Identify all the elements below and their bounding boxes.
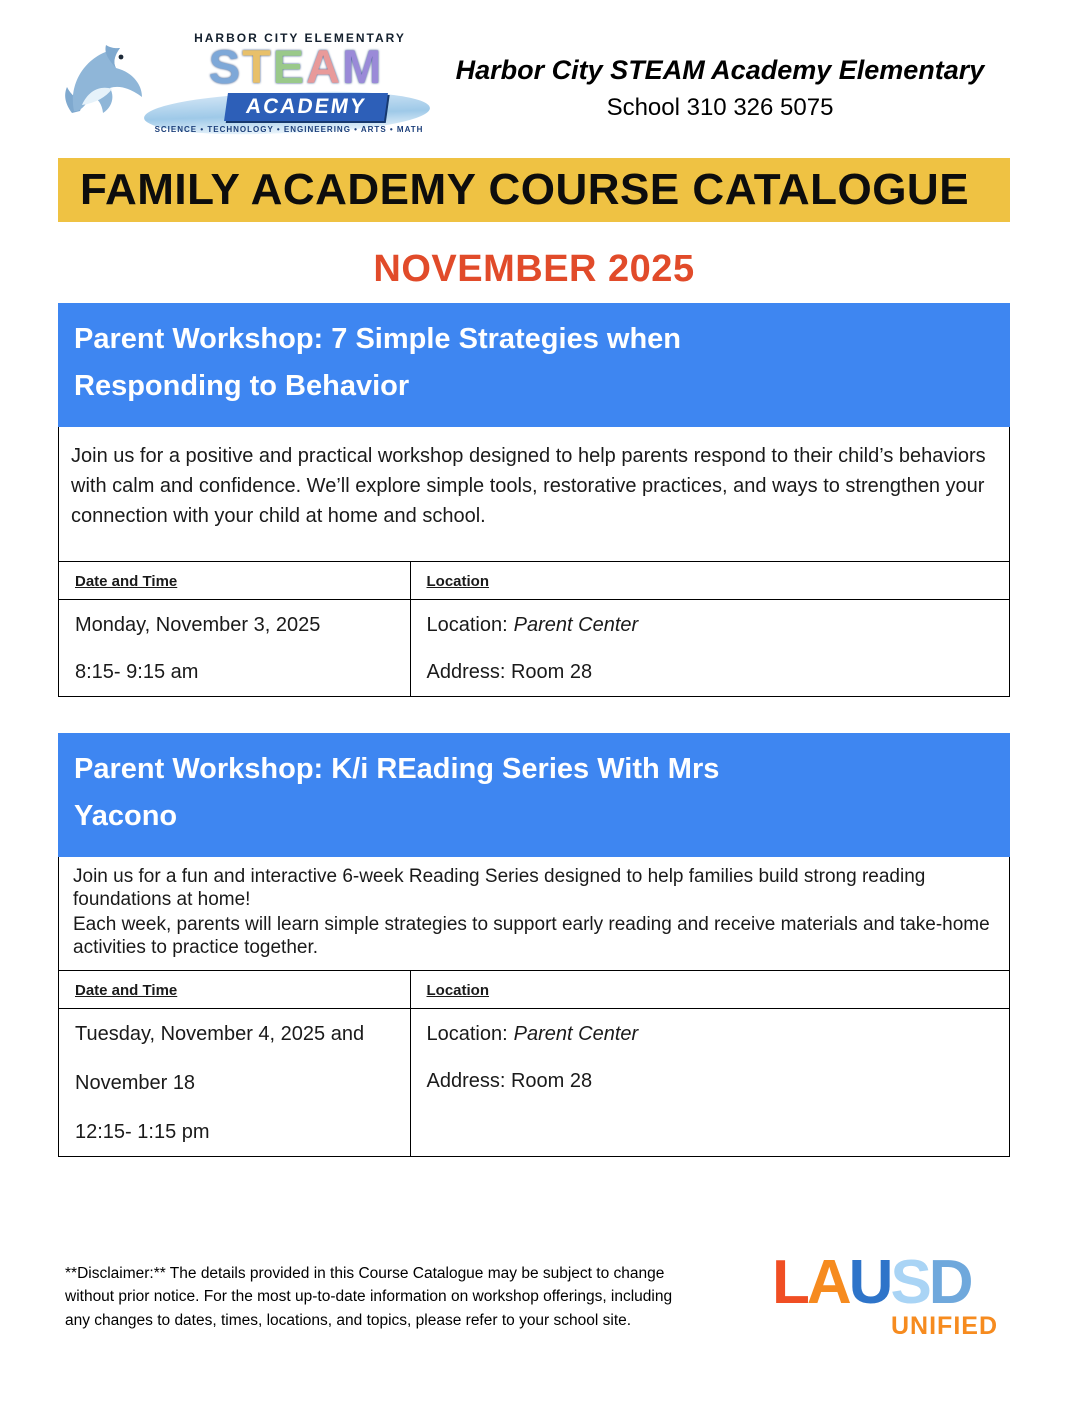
logo-school-name: HARBOR CITY ELEMENTARY [194,31,406,45]
workshop-body [58,427,1010,697]
workshop-body [58,857,1010,1157]
column-header-location: Location [411,971,1010,1009]
disclaimer-text: **Disclaimer:** The details provided in this Course Catalogue may be subject to change without prior notice. For the most up-to-date information on workshop offerings, including any changes to dates, times, locations, and topics, please refer to your school site. [65,1265,673,1329]
workshop-date-continued: November 18 [75,1071,196,1094]
workshop-title-line1: Parent Workshop: 7 Simple Strategies when [74,323,682,355]
logo-academy-ribbon: ACADEMY [224,93,388,121]
workshop-title [58,303,1010,427]
lausd-wordmark [772,1248,1004,1317]
workshop-title-line2: Responding to Behavior [74,369,410,402]
lausd-letter: D [928,1248,971,1317]
workshop-location [427,1023,994,1046]
workshop-title-line2: Yacono [74,799,178,832]
lausd-letter: S [890,1248,929,1317]
workshop-description-paragraph: Each week, parents will learn simple strategies to support early reading and receive materials and take-home activities to practice together. [73,914,990,959]
dolphin-icon [58,33,158,137]
logo-letter: E [272,40,307,93]
workshop-date: Tuesday, November 4, 2025 and [75,1022,365,1045]
lausd-logo [772,1248,1004,1341]
date-time-cell [59,1009,411,1156]
location-cell [411,600,1010,696]
location-cell [411,1009,1010,1156]
location-label: Location: [426,1022,508,1045]
workshop-address: Address: Room 28 [426,660,593,683]
workshop-title-line1: Parent Workshop: K/i REading Series With Mrs [74,752,720,785]
school-phone: School 310 326 5075 [606,93,834,121]
workshop-date: Monday, November 3, 2025 [75,613,321,636]
page-header [58,0,1010,144]
column-header-date-time: Date and Time [59,971,411,1009]
workshop-description-paragraph: Join us for a positive and practical workshop designed to help parents respond to their child’s behaviors with calm and confidence. We’ll explore simple tools, restorative practices, and ways to strengthen your connection with your child at home and school. [71,444,986,527]
location-label: Location: [426,613,508,636]
workshop-description [59,857,1009,971]
catalogue-banner [58,158,1010,222]
workshop-card-behavior [58,303,1010,697]
logo-letter: A [306,40,343,93]
workshop-schedule-table [59,562,1009,696]
logo-steam-wordmark [162,40,430,93]
logo-letter: S [208,40,243,93]
logo-letter: M [342,40,384,93]
lausd-unified-label: UNIFIED [891,1312,998,1340]
workshop-location [427,614,994,637]
logo-tagline: SCIENCE • TECHNOLOGY • ENGINEERING • ARTS • MATH [154,125,424,134]
lausd-letter: L [772,1248,807,1317]
school-logo [58,29,430,141]
workshop-description-paragraph: Join us for a fun and interactive 6-week Reading Series designed to help families build strong reading foundations at home! [73,865,926,911]
month-title: NOVEMBER 2025 [373,248,695,290]
workshop-title [58,733,1010,857]
column-header-location: Location [411,562,1010,600]
date-time-cell [59,600,411,696]
school-name: Harbor City STEAM Academy Elementary [455,54,985,85]
column-header-date-time: Date and Time [59,562,411,600]
workshop-time: 8:15- 9:15 am [75,660,199,683]
school-info [430,49,1010,122]
logo-letter: T [242,40,273,93]
workshop-description [59,427,1009,562]
location-value: Parent Center [513,613,639,636]
lausd-letter: A [806,1248,849,1317]
lausd-letter: U [848,1248,891,1317]
location-value: Parent Center [513,1022,639,1045]
banner-title: FAMILY ACADEMY COURSE CATALOGUE [80,165,970,214]
workshop-address: Address: Room 28 [426,1069,593,1092]
workshop-time: 12:15- 1:15 pm [75,1120,210,1143]
workshop-schedule-table [59,971,1009,1156]
workshop-card-reading-series [58,733,1010,1157]
